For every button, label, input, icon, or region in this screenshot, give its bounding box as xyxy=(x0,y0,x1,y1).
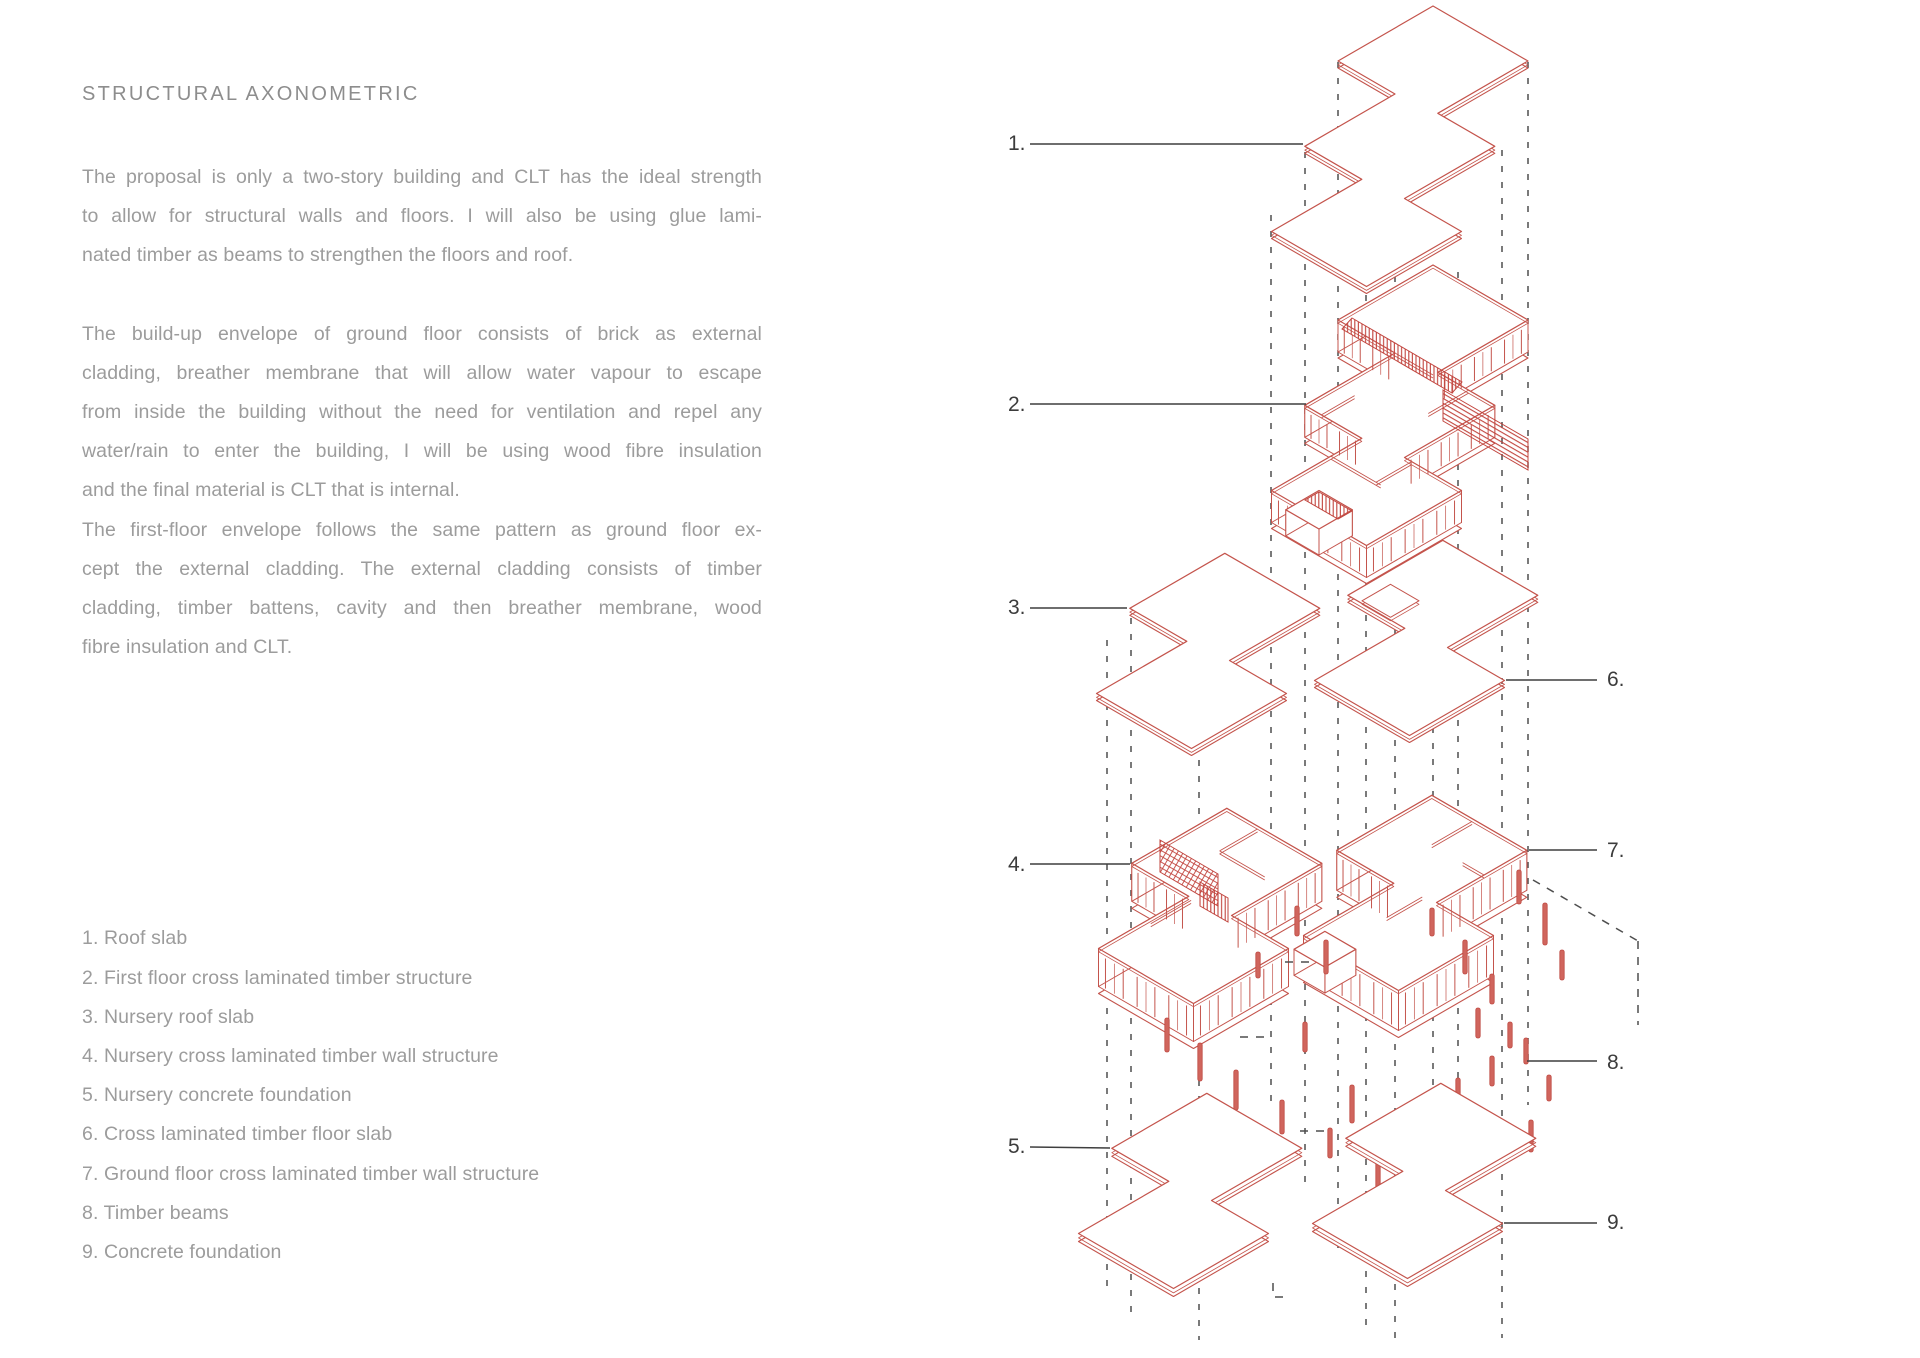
paragraph xyxy=(82,158,762,276)
paragraph xyxy=(82,511,762,668)
legend-item: 2. First floor cross laminated timber structure xyxy=(82,966,473,989)
text-line: cladding, breather membrane that will allow water vapour to escape xyxy=(82,361,762,384)
callout-label: 2. xyxy=(1008,393,1026,416)
legend-list xyxy=(82,919,762,1272)
legend-item: 4. Nursery cross laminated timber wall structure xyxy=(82,1045,499,1068)
legend-item: 9. Concrete foundation xyxy=(82,1241,282,1264)
roof-slab xyxy=(1272,6,1529,294)
legend-item: 5. Nursery concrete foundation xyxy=(82,1084,352,1107)
nursery-clt-walls xyxy=(1099,808,1322,1048)
callout-8 xyxy=(1527,1051,1625,1074)
legend-item: 1. Roof slab xyxy=(82,927,188,950)
text-line: water/rain to enter the building, I will be using wood fibre insulation xyxy=(82,440,762,463)
body-text xyxy=(82,158,762,667)
callout-6 xyxy=(1506,668,1625,691)
callout-5 xyxy=(1008,1135,1110,1158)
page-title: STRUCTURAL AXONOMETRIC xyxy=(82,83,420,105)
callout-1 xyxy=(1008,132,1303,155)
article-column xyxy=(82,83,762,1272)
legend-item: 8. Timber beams xyxy=(82,1201,229,1224)
legend-item: 7. Ground floor cross laminated timber wall structure xyxy=(82,1162,540,1185)
nursery-foundation-slab xyxy=(1079,1093,1302,1296)
text-line: from inside the building without the need for ventilation and repel any xyxy=(82,401,762,424)
nursery-roof-slab xyxy=(1097,553,1320,755)
callout-2 xyxy=(1008,393,1306,416)
text-line: nated timber as beams to strengthen the floors and roof. xyxy=(82,244,574,267)
callout-4 xyxy=(1008,853,1130,876)
text-line: The proposal is only a two-story building and CLT has the ideal strength xyxy=(82,166,762,188)
text-line: The first-floor envelope follows the same pattern as ground floor ex- xyxy=(82,518,762,541)
callout-label: 7. xyxy=(1607,839,1625,862)
callout-label: 1. xyxy=(1008,132,1026,155)
callout-label: 8. xyxy=(1607,1051,1625,1074)
legend-item: 3. Nursery roof slab xyxy=(82,1005,255,1028)
callout-label: 6. xyxy=(1607,668,1625,691)
callout-9 xyxy=(1504,1211,1625,1234)
callout-7 xyxy=(1529,839,1625,862)
paragraph xyxy=(82,315,762,511)
text-line: cladding, timber battens, cavity and then breather membrane, wood xyxy=(82,597,762,620)
text-line: cept the external cladding. The external cladding consists of timber xyxy=(82,557,762,580)
text-line: and the final material is CLT that is internal. xyxy=(82,479,460,502)
callout-label: 3. xyxy=(1008,596,1026,619)
callout-3 xyxy=(1008,596,1127,619)
text-line: fibre insulation and CLT. xyxy=(82,636,293,659)
first-floor-clt-structure xyxy=(1272,265,1529,584)
callout-label: 4. xyxy=(1008,853,1026,876)
callout-label: 9. xyxy=(1607,1211,1625,1234)
text-line: to allow for structural walls and floors. I will also be using glue lami- xyxy=(82,205,762,228)
text-line: The build-up envelope of ground floor consists of brick as external xyxy=(82,322,762,345)
legend-item: 6. Cross laminated timber floor slab xyxy=(82,1123,393,1146)
callout-label: 5. xyxy=(1008,1135,1026,1158)
